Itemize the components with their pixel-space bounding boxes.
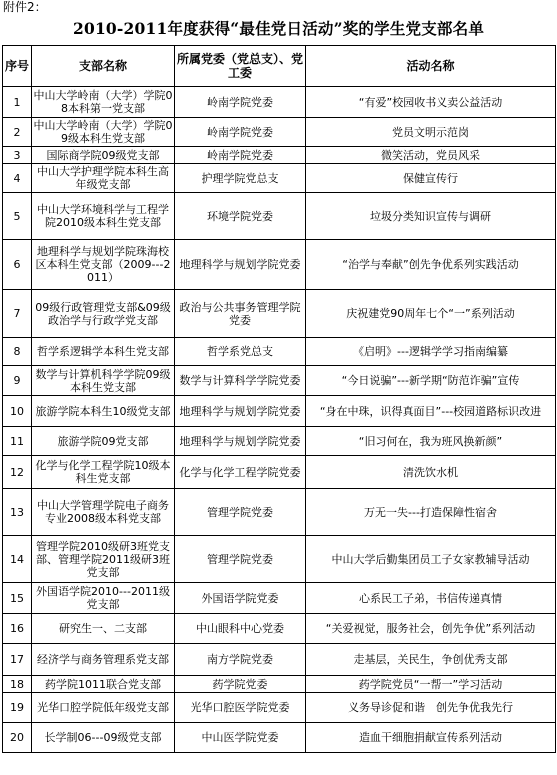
row-branch: 中山大学护理学院本科生高年级党支部 [32,164,175,193]
row-index: 7 [3,290,32,338]
table-row [3,118,556,147]
table-row [3,87,556,118]
row-branch: 经济学与商务管理系党支部 [32,644,175,676]
row-activity: 义务导诊促和谐 创先争优我先行 [306,693,556,723]
row-index: 19 [3,693,32,723]
row-index: 8 [3,338,32,366]
header-activity: 活动名称 [306,46,556,87]
row-committee: 中山医学院党委 [175,723,306,753]
table-header-row [3,46,556,87]
row-branch: 中山大学管理学院电子商务专业2008级本科党支部 [32,489,175,536]
table-row [3,676,556,693]
row-index: 11 [3,427,32,456]
row-activity: 万无一失---打造保障性宿舍 [306,489,556,536]
row-branch: 哲学系逻辑学本科生党支部 [32,338,175,366]
row-activity: 清洗饮水机 [306,456,556,489]
row-committee: 中山眼科中心党委 [175,614,306,644]
row-index: 12 [3,456,32,489]
row-branch: 药学院1011联合党支部 [32,676,175,693]
row-committee: 地理科学与规划学院党委 [175,240,306,290]
row-committee: 哲学系党总支 [175,338,306,366]
row-index: 14 [3,536,32,583]
document-title: 2010-2011年度获得“最佳党日活动”奖的学生党支部名单 [72,19,485,38]
row-activity: 造血干细胞捐献宣传系列活动 [306,723,556,753]
row-activity: 保健宣传行 [306,164,556,193]
row-committee: 管理学院党委 [175,536,306,583]
row-index: 13 [3,489,32,536]
row-index: 4 [3,164,32,193]
header-branch: 支部名称 [32,46,175,87]
row-activity: “关爱视觉，服务社会，创先争优”系列活动 [306,614,556,644]
row-index: 15 [3,583,32,614]
row-branch: 国际商学院09级党支部 [32,147,175,164]
row-branch: 外国语学院2010---2011级党支部 [32,583,175,614]
attachment-label: 附件2： [3,0,47,14]
row-index: 5 [3,193,32,240]
row-committee: 药学院党委 [175,676,306,693]
row-activity: 党员文明示范岗 [306,118,556,147]
row-activity: 药学院党员“一帮一”学习活动 [306,676,556,693]
row-branch: 中山大学环境科学与工程学院2010级本科生党支部 [32,193,175,240]
row-activity: 中山大学后勤集团员工子女家教辅导活动 [306,536,556,583]
row-activity: 走基层，关民生，争创优秀支部 [306,644,556,676]
row-activity: “旧习何在，我为班风换新颜” [306,427,556,456]
table-row [3,193,556,240]
row-committee: 地理科学与规划学院党委 [175,427,306,456]
table-row [3,240,556,290]
table-row [3,290,556,338]
row-branch: 管理学院2010级研3班党支部、管理学院2011级研3班党支部 [32,536,175,583]
row-activity: 微笑活动，党员风采 [306,147,556,164]
row-activity: 垃圾分类知识宣传与调研 [306,193,556,240]
row-committee: 政治与公共事务管理学院党委 [175,290,306,338]
table-row [3,693,556,723]
row-branch: 旅游学院09党支部 [32,427,175,456]
row-committee: 外国语学院党委 [175,583,306,614]
row-branch: 09级行政管理党支部&09级政治学与行政学党支部 [32,290,175,338]
row-branch: 数学与计算机科学学院09级本科生党支部 [32,366,175,396]
table-row [3,723,556,753]
award-table [2,45,556,753]
row-committee: 岭南学院党委 [175,118,306,147]
row-activity: 庆祝建党90周年七个“一”系列活动 [306,290,556,338]
row-index: 10 [3,396,32,427]
header-index: 序号 [3,46,32,87]
row-index: 1 [3,87,32,118]
table-row [3,338,556,366]
row-index: 20 [3,723,32,753]
row-committee: 管理学院党委 [175,489,306,536]
row-branch: 长学制06---09级党支部 [32,723,175,753]
row-committee: 化学与化学工程学院党委 [175,456,306,489]
row-committee: 地理科学与规划学院党委 [175,396,306,427]
row-committee: 光华口腔医学院党委 [175,693,306,723]
row-committee: 护理学院党总支 [175,164,306,193]
row-committee: 南方学院党委 [175,644,306,676]
table-row [3,164,556,193]
row-index: 18 [3,676,32,693]
row-branch: 地理科学与规划学院珠海校区本科生党支部（2009---2011） [32,240,175,290]
row-branch: 光华口腔学院低年级党支部 [32,693,175,723]
row-branch: 中山大学岭南（大学）学院08本科第一党支部 [32,87,175,118]
row-activity: “身在中珠，识得真面目”---校园道路标识改进 [306,396,556,427]
table-row [3,583,556,614]
table-row [3,644,556,676]
row-activity: 《启明》---逻辑学学习指南编纂 [306,338,556,366]
table-row [3,456,556,489]
row-committee: 岭南学院党委 [175,87,306,118]
row-branch: 化学与化学工程学院10级本科生党支部 [32,456,175,489]
table-row [3,427,556,456]
row-branch: 旅游学院本科生10级党支部 [32,396,175,427]
table-row [3,366,556,396]
row-committee: 岭南学院党委 [175,147,306,164]
row-branch: 研究生一、二支部 [32,614,175,644]
row-index: 16 [3,614,32,644]
row-index: 3 [3,147,32,164]
row-index: 2 [3,118,32,147]
table-row [3,536,556,583]
table-row [3,489,556,536]
header-committee: 所属党委（党总支）、党工委 [175,46,306,87]
row-activity: “今日说骗”---新学期“防范诈骗”宣传 [306,366,556,396]
row-branch: 中山大学岭南（大学）学院09级本科生党支部 [33,119,173,145]
row-committee: 环境学院党委 [175,193,306,240]
row-index: 17 [3,644,32,676]
row-index: 6 [3,240,32,290]
row-activity: “治学与奉献”创先争优系列实践活动 [306,240,556,290]
row-committee: 数学与计算科学学院党委 [175,366,306,396]
table-row [3,147,556,164]
table-row [3,614,556,644]
row-index: 9 [3,366,32,396]
row-activity: 心系民工子弟，书信传递真情 [306,583,556,614]
row-activity: “有爱”校园收书义卖公益活动 [306,87,556,118]
table-row [3,396,556,427]
